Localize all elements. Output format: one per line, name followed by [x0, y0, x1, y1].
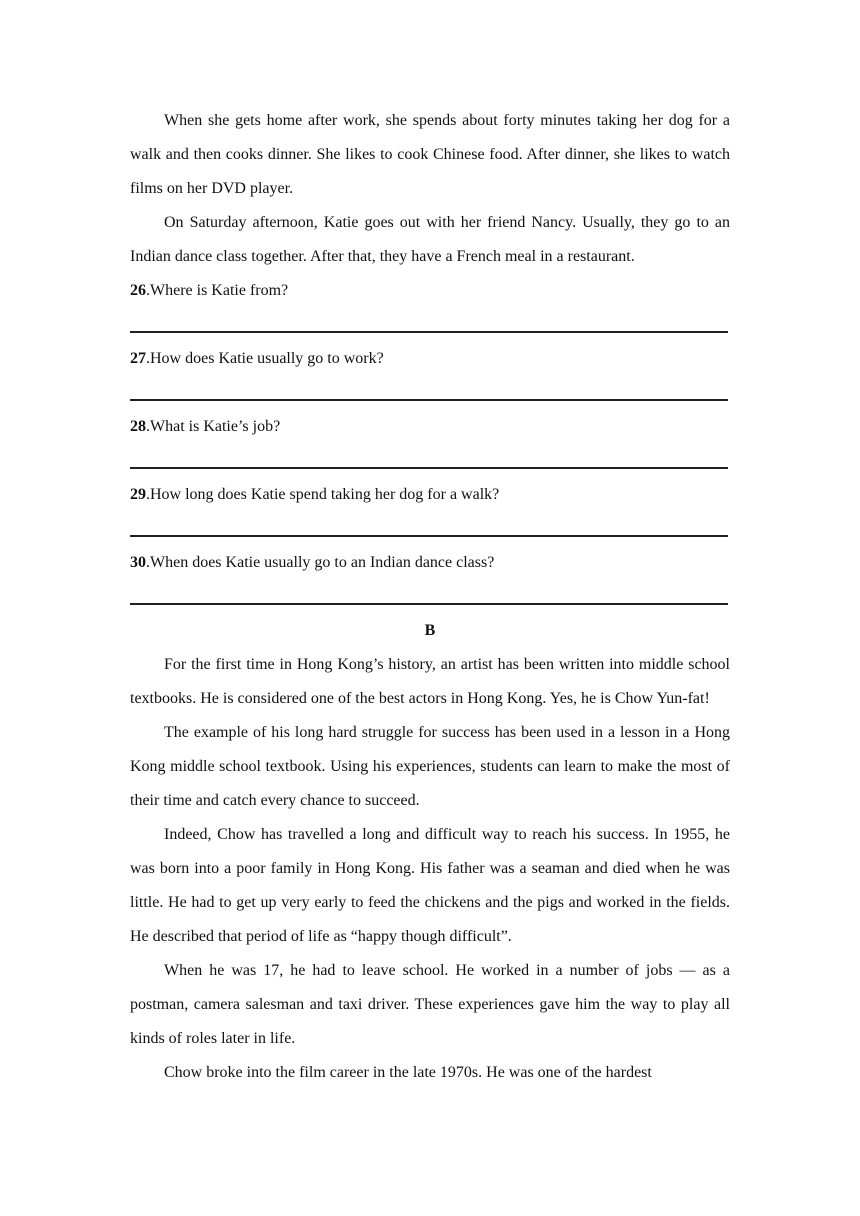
- question-number: 30: [130, 554, 146, 571]
- question-26: [130, 274, 730, 308]
- passage-a-paragraph-1: When she gets home after work, she spends about forty minutes taking her dog for a walk and then cooks dinner. She likes to cook Chinese food. After dinner, she likes to watch films on her DVD player.: [130, 112, 730, 197]
- passage-b-paragraph-1: For the first time in Hong Kong’s history, an artist has been written into middle school textbooks. He is considered one of the best actors in Hong Kong. Yes, he is Chow Yun-fat!: [130, 656, 730, 707]
- passage-b-paragraph-3: Indeed, Chow has travelled a long and difficult way to reach his success. In 1955, he was born into a poor family in Hong Kong. His father was a seaman and died when he was little. He had to get up very early to feed the chickens and the pigs and worked in the fields. He described that period of life as “happy though difficult”.: [130, 826, 730, 945]
- question-text: .How long does Katie spend taking her dog for a walk?: [146, 486, 500, 503]
- answer-line-27[interactable]: [130, 376, 730, 410]
- answer-line-28[interactable]: [130, 444, 730, 478]
- question-number: 26: [130, 282, 146, 299]
- question-28: [130, 410, 730, 444]
- passage-a-paragraph-2: On Saturday afternoon, Katie goes out with her friend Nancy. Usually, they go to an Indian dance class together. After that, they have a French meal in a restaurant.: [130, 214, 730, 265]
- answer-line-26[interactable]: [130, 308, 730, 342]
- question-number: 28: [130, 418, 146, 435]
- passage-b-paragraph-4: When he was 17, he had to leave school. He worked in a number of jobs — as a postman, camera salesman and taxi driver. These experiences gave him the way to play all kinds of roles later in life.: [130, 962, 730, 1047]
- section-heading-b: B: [424, 622, 436, 639]
- question-30: [130, 546, 730, 580]
- question-29: [130, 478, 730, 512]
- question-text: .When does Katie usually go to an Indian dance class?: [146, 554, 495, 571]
- answer-line-30[interactable]: [130, 580, 730, 614]
- question-27: [130, 342, 730, 376]
- question-number: 27: [130, 350, 146, 367]
- question-text: .How does Katie usually go to work?: [146, 350, 384, 367]
- passage-b-paragraph-2: The example of his long hard struggle for success has been used in a lesson in a Hong Kong middle school textbook. Using his experiences, students can learn to make the most of their time and catch every chance to succeed.: [130, 724, 730, 809]
- question-text: .What is Katie’s job?: [146, 418, 281, 435]
- answer-line-29[interactable]: [130, 512, 730, 546]
- question-text: .Where is Katie from?: [146, 282, 289, 299]
- passage-b-paragraph-5: Chow broke into the film career in the late 1970s. He was one of the hardest: [164, 1064, 652, 1081]
- question-number: 29: [130, 486, 146, 503]
- document-page: [130, 104, 730, 1090]
